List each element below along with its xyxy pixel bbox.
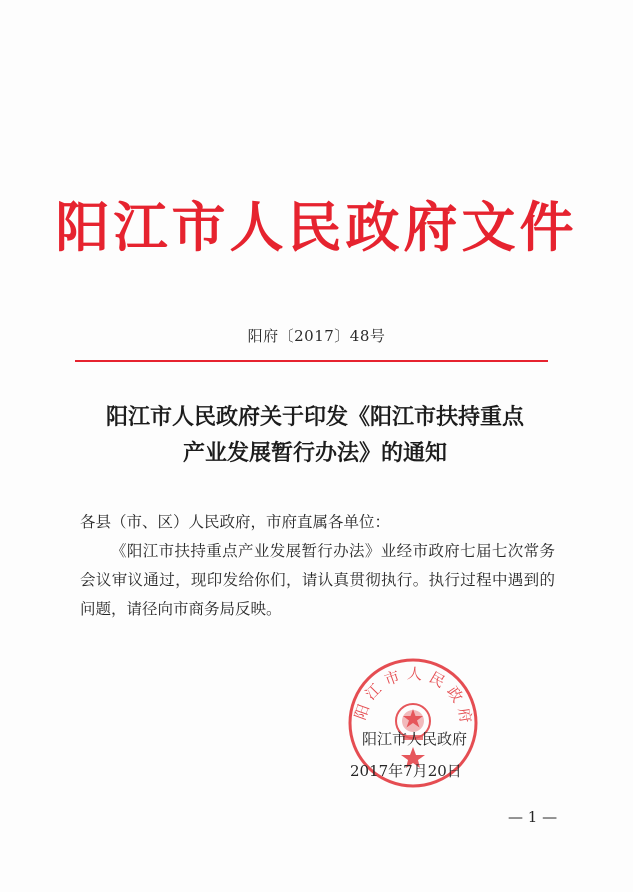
body-paragraph: 《阳江市扶持重点产业发展暂行办法》业经市政府七届七次常务会议审议通过，现印发给你们，请认真贯彻执行。执行过程中遇到的问题，请径向市商务局反映。 [80,542,555,618]
seal-arc-textpath: 阳江市人民政府 [351,664,476,731]
document-header-title: 阳江市人民政府文件 [55,195,578,259]
issuer-signature: 阳江市人民政府 [362,730,468,748]
notice-title-line-2: 产业发展暂行办法》的通知 [182,441,447,466]
document-number: 阳府〔2017〕48号 [247,327,386,345]
salutation: 各县（市、区）人民政府，市府直属各单位： [80,513,391,531]
issue-date: 2017年7月20日 [350,762,462,780]
notice-body [80,508,555,624]
red-divider-line [75,360,548,362]
page-number: — 1 — [508,808,558,826]
notice-title [70,400,560,472]
notice-title-line-1: 阳江市人民政府关于印发《阳江市扶持重点 [105,405,524,430]
